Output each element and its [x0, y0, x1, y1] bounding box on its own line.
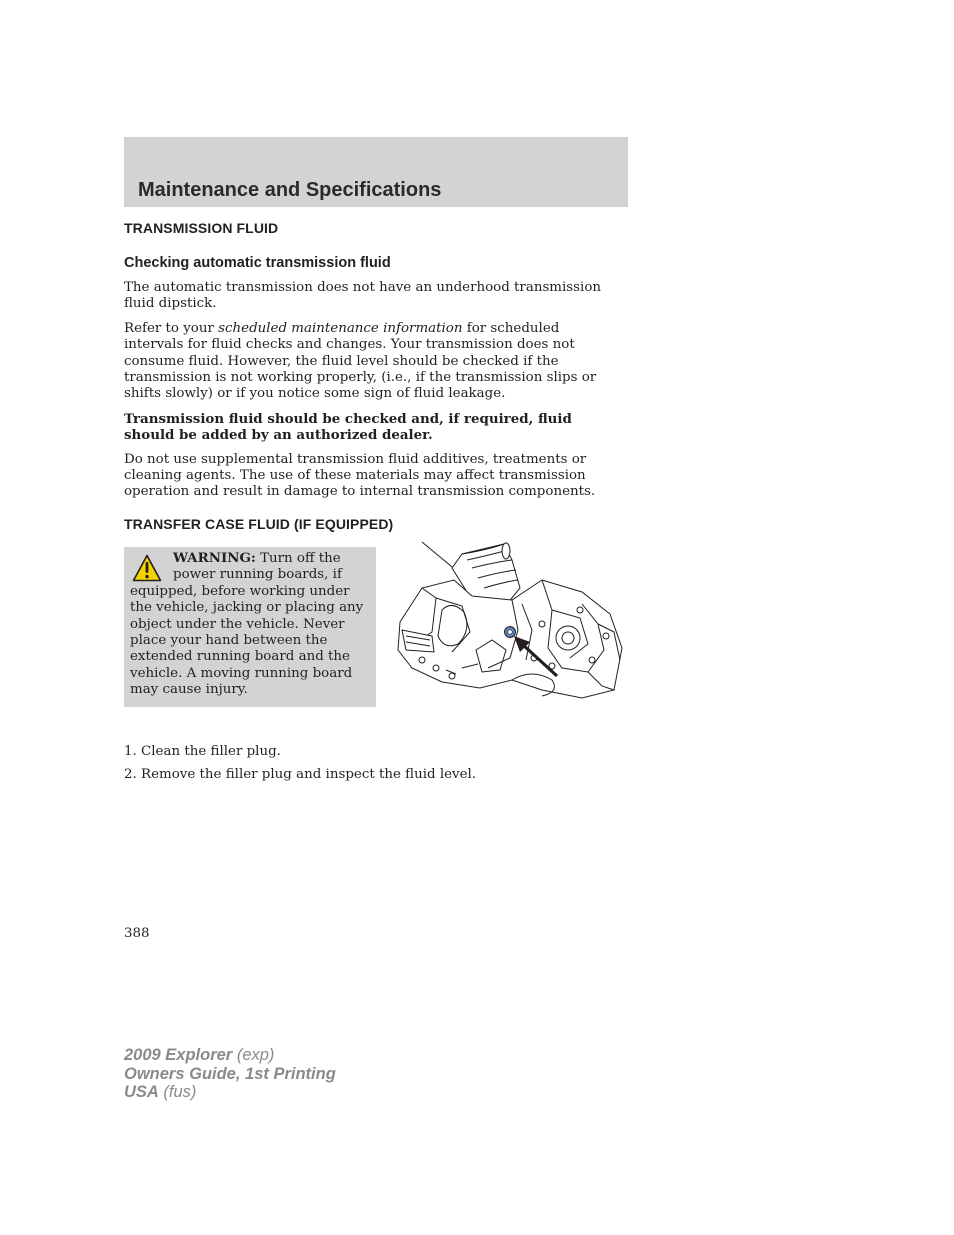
warning-body: the vehicle, jacking or placing any object under the vehicle. Never place your hand between the extended running board and the vehicle. A moving running board may cause injury. — [130, 600, 364, 698]
document-footer — [124, 1046, 336, 1102]
warning-line-1: Turn off the — [255, 551, 341, 566]
footer-market-code: (fus) — [158, 1083, 197, 1102]
transmission-fluid-heading: TRANSMISSION FLUID — [124, 220, 279, 236]
page-number: 388 — [124, 926, 150, 941]
footer-model-code: (exp) — [232, 1046, 275, 1064]
footer-line-3 — [124, 1083, 336, 1102]
step-1: 1. Clean the filler plug. — [124, 744, 281, 759]
warning-label: WARNING: — [173, 550, 256, 566]
warning-text — [130, 550, 370, 699]
footer-line-1 — [124, 1046, 336, 1065]
section-title: Maintenance and Specifications — [138, 179, 442, 201]
step-2: 2. Remove the filler plug and inspect the fluid level. — [124, 767, 477, 783]
footer-printing: Owners Guide, 1st Printing — [124, 1064, 336, 1083]
maintenance-link-text: scheduled maintenance information — [218, 320, 463, 336]
additives-paragraph: Do not use supplemental transmission fluid additives, treatments or cleaning agents. The use of these materials may affect transmission operation and result in damage to internal transmission components. — [124, 451, 596, 500]
maintenance-text-end: for scheduled intervals for fluid checks and changes. Your transmission does not consume fluid. However, the fluid level should be checked if the transmission is not working properly, (i.e., if the transmission slips or shifts slowly) or if you notice some sign of fluid leakage. — [124, 320, 597, 402]
checking-fluid-subheading: Checking automatic transmission fluid — [124, 255, 391, 271]
footer-line-2 — [124, 1065, 336, 1084]
warning-box — [124, 547, 376, 707]
dipstick-paragraph: The automatic transmission does not have an underhood transmission fluid dipstick. — [124, 280, 602, 312]
section-header-bar — [124, 137, 628, 207]
transfer-case-heading: TRANSFER CASE FLUID (IF EQUIPPED) — [124, 515, 394, 532]
footer-model: 2009 Explorer — [124, 1046, 233, 1064]
transfer-case-illustration — [392, 540, 628, 700]
maintenance-paragraph — [124, 321, 614, 403]
main-content — [124, 220, 614, 532]
steps-list — [124, 744, 614, 784]
dealer-notice: Transmission fluid should be checked and, if required, fluid should be added by an authorized dealer. — [124, 410, 572, 444]
maintenance-text-start: Refer to your — [124, 320, 219, 336]
warning-line-3: equipped, before working under — [130, 583, 350, 599]
footer-market: USA — [124, 1083, 159, 1102]
warning-line-2: power running boards, if — [173, 567, 342, 583]
